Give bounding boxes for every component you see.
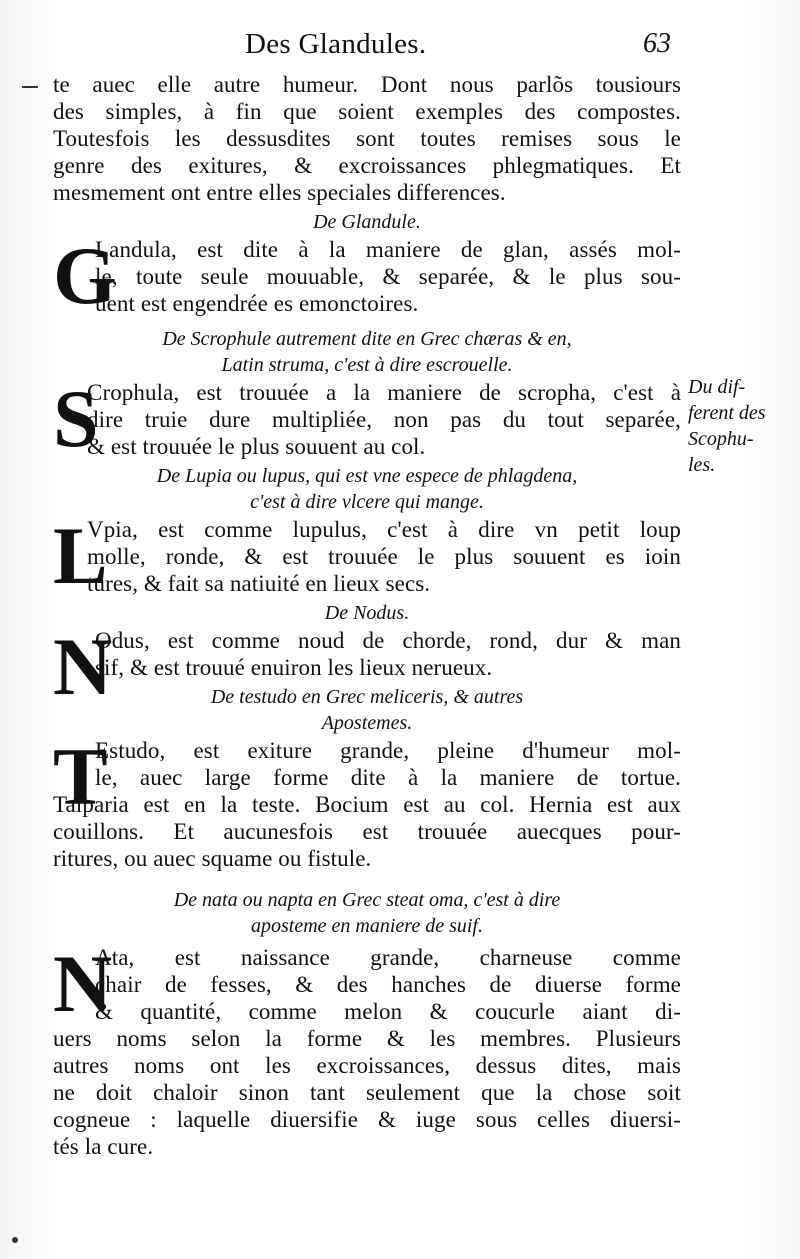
text-line: chair de fesses, & des hanches de diuerse forme	[95, 972, 681, 997]
text-line: uent est engendrée es emonctoires.	[95, 291, 419, 316]
text-line: cogneue : laquelle diuersifie & iuge sous celles diuersi-	[53, 1107, 681, 1132]
text-line: uers noms selon la forme & les membres. Plusieurs	[53, 1026, 681, 1051]
intro-paragraph	[53, 71, 681, 206]
text-line: mesmement ont entre elles speciales differences.	[53, 180, 506, 205]
drop-cap: N	[53, 938, 111, 1029]
text-line: Toutesfois les dessusdites sont toutes remises sous le	[53, 126, 681, 151]
section-heading-scrophule: De Scrophule autrement dite en Grec chæras & en,	[162, 328, 572, 350]
marginal-note-line: Du dif-	[688, 376, 746, 398]
ink-spot	[12, 1237, 18, 1243]
marginal-note-line: les.	[688, 454, 716, 476]
section-heading-scrophule-cont: Latin struma, c'est à dire escrouelle.	[221, 354, 513, 376]
text-line: Vpia, est comme lupulus, c'est à dire vn petit loup	[87, 517, 681, 542]
section-lupia	[53, 510, 681, 601]
page-number: 63	[643, 28, 671, 59]
drop-cap: N	[53, 621, 111, 712]
text-line: tés la cure.	[53, 1134, 154, 1159]
text-line: Landula, est dite à la maniere de glan, assés mol-	[95, 237, 681, 262]
drop-cap: L	[53, 510, 106, 601]
text-line: ne doit chaloir sinon tant seulement que la chose soit	[53, 1080, 681, 1105]
section-testudo	[53, 731, 681, 872]
section-heading-nata: De nata ou napta en Grec steat oma, c'est à dire	[173, 889, 561, 911]
text-line: molle, ronde, & est trouuée le plus souuent es ioin	[87, 544, 681, 569]
text-line: le, auec large forme dite à la maniere de tortue.	[95, 765, 681, 790]
drop-cap: G	[53, 230, 115, 321]
section-heading-nata-cont: aposteme en maniere de suif.	[251, 915, 483, 937]
text-line: ritures, ou auec squame ou fistule.	[53, 846, 372, 871]
section-nata	[53, 938, 681, 1160]
text-line: Ata, est naissance grande, charneuse comme	[95, 945, 681, 970]
text-line: & quantité, comme melon & coucurle aiant di-	[95, 999, 681, 1024]
section-scrophule	[53, 373, 681, 464]
text-line: Estudo, est exiture grande, pleine d'humeur mol-	[95, 738, 681, 763]
drop-cap: T	[53, 731, 106, 822]
section-heading-testudo-cont: Apostemes.	[321, 712, 413, 734]
text-line: Crophula, est trouuée a la maniere de scropha, c'est à	[87, 380, 681, 405]
section-glandule	[53, 230, 681, 321]
text-line: autres noms ont les excroissances, dessus dites, mais	[53, 1053, 681, 1078]
section-heading-nodus: De Nodus.	[324, 602, 410, 624]
text-line: genre des exitures, & excroissances phlegmatiques. Et	[53, 153, 681, 178]
text-line: te auec elle autre humeur. Dont nous parlõs tousiours	[53, 72, 681, 97]
section-heading-lupia-cont: c'est à dire vlcere qui mange.	[250, 491, 484, 513]
margin-dash-mark	[22, 86, 38, 88]
text-line: dire truie dure multipliée, non pas du tout separée,	[87, 407, 681, 432]
page-header	[0, 28, 800, 68]
marginal-note	[688, 374, 788, 478]
text-line: & est trouuée le plus souuent au col.	[87, 434, 426, 459]
main-text	[53, 71, 681, 1160]
text-line: le, toute seule mouuable, & separée, & le plus sou-	[95, 264, 681, 289]
section-heading-lupia: De Lupia ou lupus, qui est vne espece de phlagdena,	[156, 465, 578, 487]
text-line: sif, & est trouué enuiron les lieux nerueux.	[95, 655, 493, 680]
drop-cap: S	[53, 373, 97, 464]
text-line: couillons. Et aucunesfois est trouuée auecques pour-	[53, 819, 681, 844]
running-head: Des Glandules.	[245, 28, 427, 60]
text-line: tures, & fait sa natiuité en lieux secs.	[87, 571, 431, 596]
section-heading-testudo: De testudo en Grec meliceris, & autres	[210, 686, 524, 708]
text-line: des simples, à fin que soient exemples des compostes.	[53, 99, 681, 124]
text-line: Odus, est comme noud de chorde, rond, dur & man	[95, 628, 681, 653]
marginal-note-line: Scophu-	[688, 428, 754, 450]
marginal-note-line: ferent des	[688, 402, 766, 424]
section-heading-glandule: De Glandule.	[313, 211, 421, 233]
text-line: Talparia est en la teste. Bocium est au col. Hernia est aux	[53, 792, 681, 817]
